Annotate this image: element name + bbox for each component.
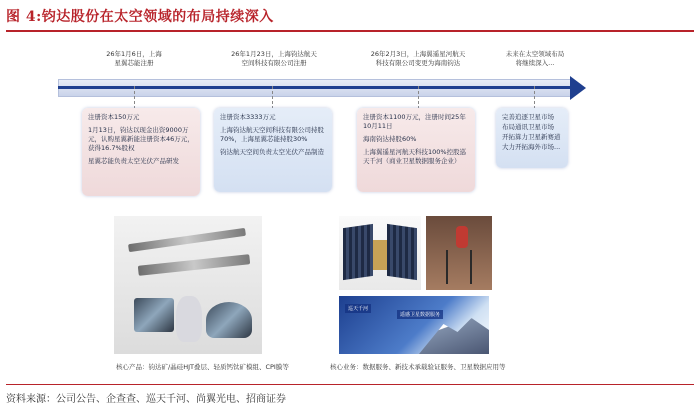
card-4-line-2: 布局通讯卫星市场 — [502, 123, 554, 131]
title-divider — [6, 30, 694, 32]
footer-divider — [6, 384, 694, 385]
card-2-line-3: 钧达航天空间负责太空光伏产品制造 — [220, 148, 324, 156]
remote-sensing-banner — [339, 296, 489, 354]
card-2-line-2: 上海钧达航天空间科技有限公司持股70%，上海星翼芯能持股30% — [220, 126, 324, 143]
milestone-4-line2: 将继续深入... — [515, 59, 555, 67]
solar-strip-image — [138, 254, 250, 276]
card-1-line-2: 1月13日，钧达以现金出资9000万元，认购星翼新能注册资本46万元，获得16.7%股权 — [88, 126, 194, 152]
product-caption: 核心产品：钧达矿/晶硅HJT叠层、轻质钙钛矿模组、CPI膜等 — [116, 363, 289, 371]
banner-label-1: 巡天千河 — [345, 304, 371, 313]
card-2-line-1: 注册资本3333万元 — [220, 113, 276, 121]
milestone-2-line1: 26年1月23日，上海钧达航天 — [231, 50, 317, 58]
field-test-photo — [426, 216, 492, 290]
worker-figure — [456, 226, 468, 248]
satellite-panel-right — [387, 224, 417, 280]
hand-holding-module-image — [176, 296, 202, 342]
card-junda-space — [214, 108, 332, 192]
card-1-line-1: 注册资本150万元 — [88, 113, 140, 121]
hjt-wafer-image — [134, 298, 174, 332]
card-4-line-3: 开拓算力卫星新赛道 — [502, 133, 561, 141]
card-xingyi-xinneng — [82, 108, 200, 196]
card-3-line-3: 上海翼遥星河航天科技100%控股巡天千河（商业卫星数据服务企业） — [363, 148, 467, 165]
milestone-2-line2: 空间科技有限公司注册 — [241, 59, 307, 67]
milestone-3-line2: 科技有限公司变更为海南钧达 — [375, 59, 461, 67]
card-future-plans — [496, 108, 568, 168]
card-3-line-2: 海南钧达持股60% — [363, 135, 417, 143]
figure-title: 图 4:钧达股份在太空领域的布局持续深入 — [6, 9, 274, 25]
tripod-instrument — [446, 250, 472, 284]
milestone-1-line2: 星翼芯能注册 — [114, 59, 154, 67]
banner-label-2: 遥感卫星数据服务 — [397, 310, 443, 319]
card-4-line-4: 大力开拓海外市场... — [502, 143, 561, 151]
source-note: 资料来源：公司公告、企查查、巡天千河、尚翼光电、招商证券 — [6, 394, 286, 405]
milestone-4 — [490, 50, 580, 68]
timeline-arrowhead-icon — [570, 76, 586, 100]
milestone-1 — [74, 50, 194, 68]
satellite-photo — [339, 216, 421, 290]
satellite-body — [373, 240, 387, 270]
card-1-line-3: 星翼芯能负责太空光伏产品研发 — [88, 157, 179, 165]
product-photo-collage — [114, 216, 262, 354]
mountain-graphic — [419, 314, 489, 354]
milestone-3 — [348, 50, 488, 68]
card-hainan-junda — [357, 108, 475, 192]
milestone-4-line1: 未来在太空领域布局 — [505, 50, 565, 58]
milestone-3-line1: 26年2月3日，上海翼遥星河航天 — [370, 50, 466, 58]
milestone-2 — [204, 50, 344, 68]
solar-strip-image — [128, 228, 246, 252]
satellite-panel-left — [343, 224, 373, 280]
business-caption: 核心业务：数据服务、新技术承载验证服务、卫星数据应用等 — [330, 363, 506, 371]
card-3-line-1: 注册资本1100万元，注册时间25年10月11日 — [363, 113, 466, 130]
perovskite-module-image — [206, 302, 252, 338]
card-4-line-1: 完善追逐卫星市场 — [502, 113, 554, 121]
milestone-1-line1: 26年1月6日，上海 — [106, 50, 162, 58]
